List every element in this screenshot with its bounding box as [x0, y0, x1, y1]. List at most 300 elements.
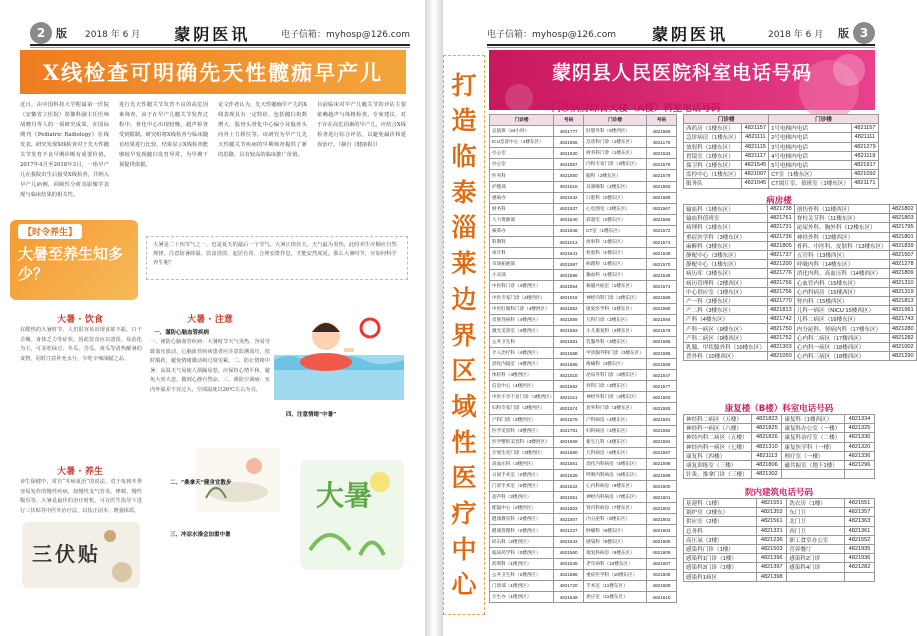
dept-name: 产科二病区（9楼西区） [684, 333, 768, 342]
dept-name: 泌尿外科、胸外科（12楼东区） [794, 223, 889, 232]
phone-row [684, 499, 875, 508]
phone-number: 4821236 [757, 535, 787, 544]
phone-number: 4821507 [554, 514, 584, 525]
phone-row [490, 148, 677, 159]
phone-row [490, 592, 677, 603]
phone-number: 4821111 [851, 133, 878, 142]
phone-row [684, 278, 917, 287]
phone-number: 4821016 [554, 292, 584, 303]
phone-row [490, 525, 677, 536]
dept-name: 感染科4门诊 [787, 563, 845, 572]
dept-name: 康复科治疗室（二楼） [782, 433, 845, 442]
phone-number: 4821336 [845, 451, 875, 460]
phone-row [684, 223, 917, 232]
dept-name [782, 470, 845, 479]
phone-number: 4821566 [647, 214, 677, 225]
phone-number: 4821562 [554, 381, 584, 392]
dept-name: 输血科（1楼东区） [684, 205, 768, 214]
phone-row [684, 306, 917, 315]
masthead: 蒙阴医讯 [651, 24, 728, 44]
phone-number: 4821562 [554, 303, 584, 314]
phone-number: 4821594 [647, 436, 677, 447]
phone-row [490, 481, 677, 492]
col-header: 号码 [554, 115, 584, 126]
subtip: 三、冲凉水澡会加重中暑 [170, 532, 231, 538]
phone-number [845, 572, 875, 581]
section-title: 大暑 · 养生 [57, 467, 103, 477]
phone-row [490, 192, 677, 203]
phone-number: 4821303 [767, 342, 794, 351]
phone-number: 4821770 [767, 296, 794, 305]
phone-row [490, 558, 677, 569]
phone-row [490, 347, 677, 358]
dept-name: 体检科（4楼西区） [490, 370, 554, 381]
phone-number: 4821545 [554, 558, 584, 569]
phone-number: 4821310 [752, 442, 782, 451]
phone-number: 4821541 [554, 248, 584, 259]
dept-name: 口腔科（2楼东区） [584, 192, 647, 203]
phone-number: 4821802 [889, 205, 916, 214]
dept-name: 消化内科病房（5楼东区） [584, 458, 647, 469]
dept-name: 康复医学科（一楼） [782, 442, 845, 451]
dept-name: 康复科办公室（一楼） [782, 424, 845, 433]
phone-row [490, 447, 677, 458]
phone-row [684, 287, 917, 296]
dept-name: 耳鼻喉科（2楼东区） [584, 181, 647, 192]
phone-number: 4821587 [647, 447, 677, 458]
phone-row [490, 325, 677, 336]
dept-name: 放射科（1楼东区） [584, 237, 647, 248]
masthead: 蒙阴医讯 [174, 24, 251, 44]
phone-number: 4821583 [647, 392, 677, 403]
email: 电子信箱：myhosp@126.com [487, 29, 616, 40]
phone-number: 4821606 [647, 547, 677, 558]
phone-row [490, 569, 677, 580]
dept-name: 放射科（1楼东区） [684, 142, 742, 151]
dept-name: 肝胆外科（5楼西区） [584, 126, 647, 137]
phone-row [490, 159, 677, 170]
phone-number: 4821558 [647, 359, 677, 370]
phone-number: 4821522 [554, 481, 584, 492]
intro-box: 大暑是二十四节气之一，也是夏天的最后一个节气。大暑正值伏天，天气最为炎热，此时养生应顺应自然规律，注意防暑降温、饮食清淡、起居有常，合理安排作息，才能安然度夏。那么大暑时节，应如何科学养生呢？ [146, 236, 408, 280]
phone-number: 4821278 [889, 260, 916, 269]
phone-number: 4821542 [554, 192, 584, 203]
dept-name: 康复训练室（三楼） [684, 460, 752, 469]
phone-row [684, 151, 879, 160]
phone-number: 4821609 [647, 580, 677, 591]
phone-number: 4821809 [889, 269, 916, 278]
article-col: 近日，由中国科技大学附属第一医院（安徽省立医院）影像科副主任医师胡晓丹等人的一项研究成果，在国际期刊《Pediatric Radiology》在线发表。研究发现X线检查对于先天性髋关节发育不良早期诊断有重要价值。2017年4月至2018年3月，一组早产儿在我院出生后接受X线检查，共纳入早产儿病例，回顾性分析其影像学表现与临床结果的相关性。 [20, 102, 109, 198]
phone-row [684, 352, 917, 361]
dept-name: 脊柱关节科（11楼东区） [794, 214, 889, 223]
banner-char: 域 [451, 391, 477, 421]
phone-number: 4821813 [767, 306, 794, 315]
dept-name: 中医肛肠科门诊（4楼西区） [490, 303, 554, 314]
phone-row [490, 536, 677, 547]
dept-name: 西药房（1楼东区） [684, 124, 742, 133]
phone-number: 4821582 [647, 181, 677, 192]
phone-number: 4821396 [757, 554, 787, 563]
phone-number: 4821282 [845, 563, 875, 572]
phone-number: 4821599 [647, 470, 677, 481]
phone-row [490, 248, 677, 259]
phone-row [684, 508, 875, 517]
article-col: 目前临床对早产儿髋关节的评估主要依赖超声与体格检查。专家建议，对于存在高危因素的早产儿，应结合X线检查进行综合评估，以避免漏诊和延误治疗。（摘自《健康报》） [317, 102, 406, 148]
dept-name: 神经科二病区（五楼） [684, 415, 752, 424]
dept-name: CT室（1楼东区） [769, 170, 852, 179]
dept-name: 感染科1病区 [684, 572, 757, 581]
dept-name: 感染科3门诊（1楼） [684, 563, 757, 572]
phone-number: 4821575 [554, 414, 584, 425]
dept-name: 3号电梯内电话 [769, 142, 852, 151]
phone-row [684, 170, 879, 179]
dept-name: 心血管内科（15楼东区） [794, 278, 889, 287]
page-gutter [425, 0, 443, 636]
phone-row [490, 303, 677, 314]
dept-name: 心内科病房（15楼西区） [794, 287, 889, 296]
dept-name: 检验科（1楼东区） [584, 248, 647, 259]
phone-number: 4821598 [647, 458, 677, 469]
phone-number: 4821560 [554, 447, 584, 458]
dept-name: 小儿康复科（2楼东区） [584, 325, 647, 336]
banner-char: 区 [451, 356, 477, 386]
phone-number: 4821552 [845, 535, 875, 544]
dept-name: 儿科一病区（NICU 15楼西区） [794, 306, 889, 315]
col-header: 号码 [647, 115, 677, 126]
phone-number: 4821592 [647, 425, 677, 436]
phone-number: 4821050 [767, 352, 794, 361]
dept-name: 激光美容室（4楼西区） [490, 325, 554, 336]
phone-row [684, 451, 875, 460]
phone-number: 4821561 [554, 458, 584, 469]
phone-row [684, 433, 875, 442]
section-body: 养生保健中，常有“冬病夏治”的说法。对于每到冬季容易发作的慢性疾病，如慢性支气管炎、哮喘、慢性腹泻等，大暑是最佳的治疗时机。可在医生指导下进行三伏贴等中医外治疗法，以扶正固本，增强体质。 [20, 479, 142, 514]
phone-number: 4821830 [554, 148, 584, 159]
phone-number: 4821550 [554, 170, 584, 181]
dept-name [787, 572, 845, 581]
phone-number: 4821736 [767, 232, 794, 241]
phone-number: 4821917 [851, 160, 878, 169]
phone-number: 4821572 [647, 225, 677, 236]
banner-char: 莱 [451, 249, 477, 279]
phone-number: 4821826 [752, 433, 782, 442]
phone-number: 4821961 [889, 306, 916, 315]
subtip: 一、谨防心脑血管疾病 [154, 330, 210, 336]
phone-number: 4821607 [647, 558, 677, 569]
dept-name: 总务科 [684, 526, 757, 535]
phone-row [684, 160, 879, 169]
phone-row [684, 232, 917, 241]
phone-row [490, 580, 677, 591]
dept-name: 重症医学科（10楼东区） [584, 569, 647, 580]
dept-name: 磁共振室（地下1楼） [782, 460, 845, 469]
phone-number: 4821591 [647, 414, 677, 425]
dept-name: 心内科三病区（18楼西区） [794, 352, 889, 361]
phone-number: 4821357 [845, 508, 875, 517]
dept-name: 高血压科（3楼西区） [490, 458, 554, 469]
phone-row [490, 259, 677, 270]
phone-number: 4821115 [742, 142, 769, 151]
phone-number: 4821559 [554, 314, 584, 325]
dept-name: 产科（4楼东区） [684, 315, 768, 324]
left-page [0, 0, 425, 636]
phone-number: 4821600 [647, 481, 677, 492]
article-body [20, 100, 406, 202]
dept-name: 彩超室（2楼东区） [584, 214, 647, 225]
phone-number: 4821171 [851, 179, 878, 188]
dept-name: 服务队 [684, 179, 742, 188]
dept-name: 供应室（11楼东区） [584, 592, 647, 603]
phone-number: 4821585 [647, 336, 677, 347]
dept-name: 中医不孕不育门诊（3楼西区） [490, 392, 554, 403]
dept-name: 输血科值班室 [684, 214, 768, 223]
left-header [30, 20, 410, 46]
dept-name: 医学整形美容科（3楼西区） [490, 436, 554, 447]
dept-name: 康复科（1楼西区） [782, 415, 845, 424]
phone-table-d [683, 204, 917, 361]
phone-number: 4821935 [845, 544, 875, 553]
phone-number: 4821777 [554, 126, 584, 137]
phone-number: 4821503 [554, 503, 584, 514]
phone-number: 4821310 [889, 278, 916, 287]
dept-name: 内科专家门诊（2楼东区） [584, 159, 647, 170]
phone-number: 4821823 [752, 415, 782, 424]
phone-number: 4821563 [554, 325, 584, 336]
phone-number: 4821113 [752, 451, 782, 460]
dept-name: 职工食堂办公室 [787, 535, 845, 544]
banner-char: 边 [451, 284, 477, 314]
dept-name: 碎石科（2楼西区） [490, 536, 554, 547]
phone-number: 4821540 [554, 214, 584, 225]
sanfu-tie-text: 三伏贴 [32, 542, 101, 566]
phone-number: 4821776 [767, 269, 794, 278]
phone-number: 4821296 [845, 460, 875, 469]
dept-name: 信息中心（4楼西区） [490, 381, 554, 392]
dept-name: 皮肤性病科（4楼西区） [490, 314, 554, 325]
dept-name: 心内科病房（6楼东区） [584, 481, 647, 492]
dept-name: 1号电梯内电话 [769, 124, 852, 133]
phone-row [490, 314, 677, 325]
banner-char: 医 [451, 463, 477, 493]
phone-number: 4821363 [845, 517, 875, 526]
dept-name: 门诊部（1楼西区） [490, 580, 554, 591]
dept-name: 中医专家门诊（4楼西区） [490, 292, 554, 303]
phone-row [684, 442, 875, 451]
phone-row [684, 563, 875, 572]
article-col: 进行先天性髋关节发育不良的高危因素筛查，由于在早产儿髋关节发育过程中，骨化中心出现较晚，超声检查受到限制。研究组将X线检查与临床随访结果进行比较，结果显示X线检查能够较早发现髋臼发育异常，为早期干预提供依据。 [119, 102, 208, 168]
phone-row [684, 415, 875, 424]
phone-number: 4821548 [647, 248, 677, 259]
dept-name: 产科病房（4楼东区） [584, 414, 647, 425]
subtip: 二、“桑拿天”健身宜散步 [170, 480, 232, 486]
dept-name: 东门卫 [787, 508, 845, 517]
phone-number: 4821361 [845, 526, 875, 535]
phone-number: 4821045 [742, 179, 769, 188]
phone-row [490, 470, 677, 481]
dept-name: 儿科病房（5楼东区） [584, 447, 647, 458]
phone-number: 4821604 [647, 525, 677, 536]
dept-name: 普外科门诊（3楼东区） [584, 403, 647, 414]
phone-number: 4821557 [554, 159, 584, 170]
dept-name: 感染科2门诊 [787, 554, 845, 563]
phone-number: 4821543 [554, 536, 584, 547]
dept-name: 医务科 [490, 170, 554, 181]
dept-name: 科教科 [490, 237, 554, 248]
phone-number: 4821742 [767, 315, 794, 324]
kangfu-title: 康复楼（B楼）科室电话号码 [724, 404, 834, 414]
section-label: 版 [56, 27, 67, 40]
dept-name: 北门卫 [787, 517, 845, 526]
phone-number: 4821334 [845, 415, 875, 424]
phone-number: 4821518 [554, 181, 584, 192]
dept-name: 监控中心（1楼东区） [684, 170, 742, 179]
dept-name: 健康管理科（2楼西区） [490, 525, 554, 536]
dept-name: 康复科病房（9楼东区） [584, 547, 647, 558]
phone-number: 4821584 [647, 314, 677, 325]
phone-number: 4821157 [851, 124, 878, 133]
phone-number: 4821564 [554, 281, 584, 292]
phone-row [684, 133, 879, 142]
dept-name: 2号电梯内电话 [769, 133, 852, 142]
banner-char: 淄 [451, 213, 477, 243]
dept-name: 财务科 [490, 203, 554, 214]
phone-number: 4821593 [647, 403, 677, 414]
phone-number: 4821555 [554, 137, 584, 148]
phone-number: 4821752 [767, 333, 794, 342]
phone-number: 4821574 [647, 281, 677, 292]
phone-number: 4821756 [767, 278, 794, 287]
header-rule [487, 44, 875, 46]
phone-number: 4821603 [647, 514, 677, 525]
dept-name: 感染科1门诊（1楼） [684, 554, 757, 563]
phone-number: 4821282 [889, 333, 916, 342]
phone-number: 4821568 [554, 347, 584, 358]
section-label: 版 [838, 27, 849, 40]
phone-row [684, 535, 875, 544]
dept-name: 神经科一病区（六楼） [684, 424, 752, 433]
dept-name: 计划生育门诊（3楼西区） [490, 447, 554, 458]
dept-name: 4号电梯内电话 [769, 151, 852, 160]
dept-name: 人力资源部 [490, 214, 554, 225]
phone-number: 4821580 [647, 303, 677, 314]
phone-row [684, 142, 879, 151]
section-title: 大暑 · 饮食 [57, 315, 103, 325]
phone-number: 4821176 [647, 137, 677, 148]
dept-name: 神经内科病房（7楼东区） [584, 492, 647, 503]
swimming-kid-illustration [274, 300, 404, 400]
phone-number: 4821560 [554, 547, 584, 558]
dept-name: 心电图室（2楼东区） [584, 203, 647, 214]
phone-number: 4821325 [845, 424, 875, 433]
phone-row [490, 492, 677, 503]
phone-row [684, 124, 879, 133]
dept-name: 静配中心（1楼东区） [684, 260, 768, 269]
dept-name: 临床药学科（2楼西区） [490, 547, 554, 558]
phone-number: 4821547 [647, 370, 677, 381]
phone-number: 4821537 [554, 203, 584, 214]
health-tag-label: 【时令养生】 [18, 224, 82, 239]
dept-name: 中医科门诊（4楼西区） [490, 281, 554, 292]
dept-name: 泌尿外科门诊（3楼东区） [584, 370, 647, 381]
dept-name: 高压氧（2楼） [684, 535, 757, 544]
phone-row [490, 137, 677, 148]
dept-name: 产一科（2楼东区） [684, 296, 768, 305]
dashu-calligraphy-image [300, 460, 404, 570]
dept-name: 病历库（3楼东区） [684, 269, 768, 278]
dept-name: 办公室 [490, 148, 554, 159]
subtip: 四、注意情绪“中暑” [286, 412, 337, 418]
phone-number: 4821743 [889, 315, 916, 324]
dept-name: 骨科门诊（3楼东区） [584, 381, 647, 392]
phone-row [490, 381, 677, 392]
phone-row [490, 436, 677, 447]
yuannei-title: 院内建筑电话号码 [744, 488, 813, 498]
dept-name: 神经外科（12楼西区） [794, 232, 889, 241]
dept-name: 儿科门诊（2楼东区） [584, 314, 647, 325]
phone-row [684, 460, 875, 469]
phone-number: 4821546 [554, 592, 584, 603]
banner-char: 打 [451, 70, 477, 100]
phone-row [490, 359, 677, 370]
banner-char: 泰 [451, 177, 477, 207]
phone-row [490, 292, 677, 303]
phone-row [684, 250, 917, 259]
phone-number: 4821588 [647, 292, 677, 303]
issue-date: 2018 年 6 月 [85, 29, 141, 40]
phone-number: 4821551 [845, 499, 875, 508]
dept-name: 感染办 [490, 192, 554, 203]
dept-name: 医学美容科（3楼西区） [490, 425, 554, 436]
phone-number: 4821397 [757, 563, 787, 572]
phone-row [490, 414, 677, 425]
phone-number: 4821805 [767, 241, 794, 250]
phone-row [684, 572, 875, 581]
phone-number: 4821092 [851, 170, 878, 179]
phone-number: 4821302 [752, 470, 782, 479]
dept-name: 骨科、中医科、皮肤科（13楼东区） [794, 241, 889, 250]
phone-row [490, 225, 677, 236]
phone-number: 4821518 [554, 370, 584, 381]
phone-number: 4821577 [647, 381, 677, 392]
dept-name: 五官科（13楼西区） [794, 250, 889, 259]
dept-name: 重症医学科（3楼东区） [684, 232, 768, 241]
dept-name: 静配中心（3楼东区） [684, 250, 768, 259]
dept-name: 公共卫生科（1楼西区） [490, 569, 554, 580]
dept-name: 神经外科门诊（3楼东区） [584, 392, 647, 403]
phone-number: 4821200 [767, 260, 794, 269]
dept-name: 财务科门诊（1楼东区） [584, 148, 647, 159]
phone-number: 4821801 [889, 232, 916, 241]
issue-date: 2018 年 6 月 [767, 29, 824, 40]
dept-name: 心内科二病区（17楼西区） [794, 333, 889, 342]
dept-name: 介入治疗科（4楼西区） [490, 347, 554, 358]
phone-number: 4821839 [889, 241, 916, 250]
dept-name: 急诊科门诊（1楼东区） [584, 137, 647, 148]
phone-row [490, 181, 677, 192]
phone-row [490, 392, 677, 403]
dept-name: 妇科病房（4楼东区） [584, 425, 647, 436]
phone-number: 4821795 [889, 223, 916, 232]
dept-name: 胃镜室（1楼东区） [684, 151, 742, 160]
phone-number: 4821731 [767, 223, 794, 232]
dept-name: 乳腺外科（3楼东区） [584, 336, 647, 347]
dept-name: 日间手术室（2楼西区） [490, 470, 554, 481]
dept-name: 基建科（1楼） [684, 499, 757, 508]
dept-name: 呼吸内科病房（6楼东区） [584, 470, 647, 481]
phone-row [684, 269, 917, 278]
phone-number: 4821280 [889, 324, 916, 333]
banner-char: 中 [451, 534, 477, 564]
